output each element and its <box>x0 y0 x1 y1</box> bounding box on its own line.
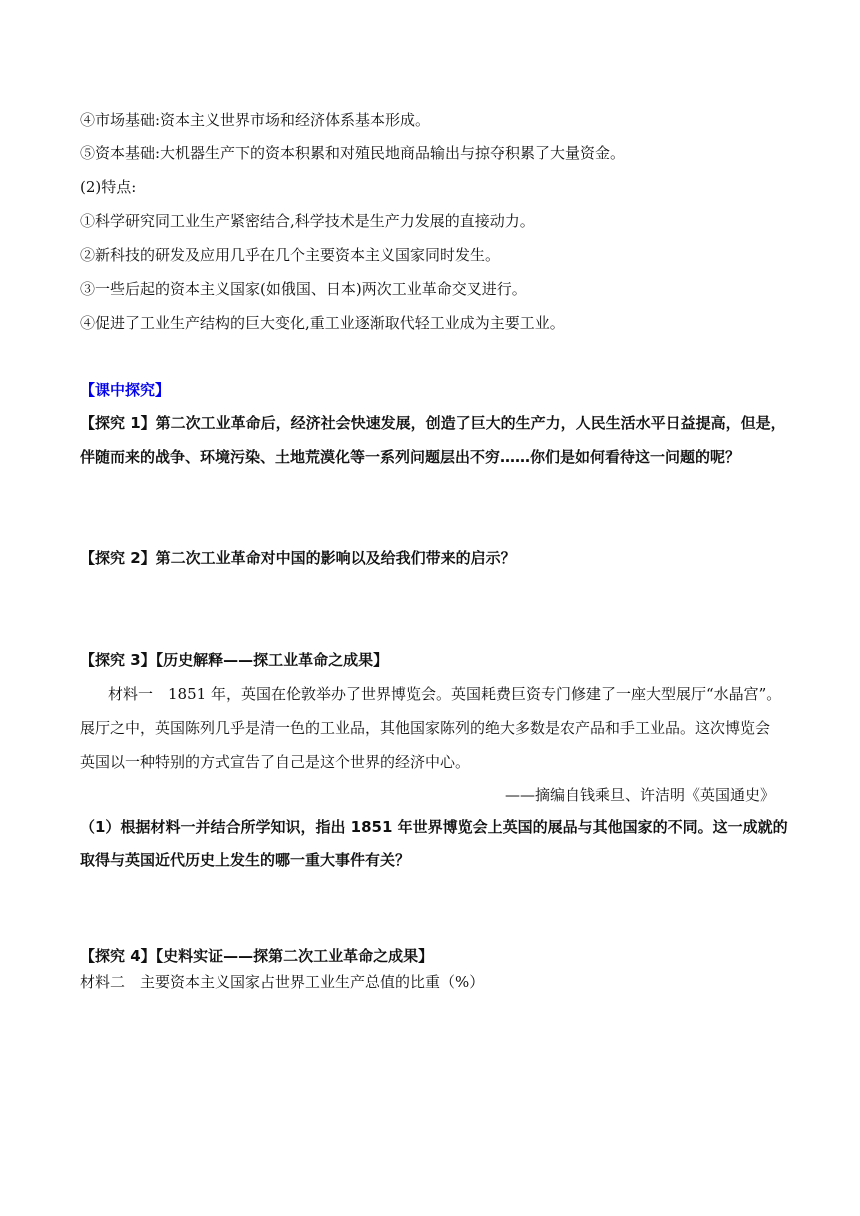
question-1-line-2: 取得与英国近代历史上发生的哪一重大事件有关？ <box>80 851 411 869</box>
question-1-line-1: （1）根据材料一并结合所学知识，指出 1851 年世界博览会上英国的展品与其他国家的不同。这一成就的 <box>80 818 788 836</box>
feature-item-2: ②新科技的研发及应用几乎在几个主要资本主义国家同时发生。 <box>80 246 501 264</box>
inquiry-3-title: 【探究 3】【历史解释——探工业革命之成果】 <box>80 651 389 669</box>
inquiry-2: 【探究 2】第二次工业革命对中国的影响以及给我们带来的启示？ <box>80 549 516 567</box>
material-1-source: ——摘编自钱乘旦、许洁明《英国通史》 <box>504 786 775 804</box>
feature-item-4: ④促进了工业生产结构的巨大变化,重工业逐渐取代轻工业成为主要工业。 <box>80 314 565 332</box>
inquiry-4-title: 【探究 4】【史料实证——探第二次工业革命之成果】 <box>80 947 434 965</box>
feature-item-1: ①科学研究同工业生产紧密结合,科学技术是生产力发展的直接动力。 <box>80 212 535 230</box>
condition-item-4: ④市场基础:资本主义世界市场和经济体系基本形成。 <box>80 111 431 129</box>
material-1-line-1: 材料一 1851 年，英国在伦敦举办了世界博览会。英国耗费巨资专门修建了一座大型展厅“水晶宫”。 <box>108 685 782 703</box>
feature-item-3: ③一些后起的资本主义国家(如俄国、日本)两次工业革命交叉进行。 <box>80 280 527 298</box>
material-2-caption: 材料二 主要资本主义国家占世界工业生产总值的比重（%） <box>80 973 485 991</box>
material-1-line-2: 展厅之中，英国陈列几乎是清一色的工业品，其他国家陈列的绝大多数是农产品和手工业品。这次博览会 <box>80 719 771 737</box>
inquiry-1-line-2: 伴随而来的战争、环境污染、土地荒漠化等一系列问题层出不穷……你们是如何看待这一问题的呢？ <box>80 448 741 466</box>
inquiry-1-line-1: 【探究 1】第二次工业革命后，经济社会快速发展，创造了巨大的生产力，人民生活水平日益提高，但是， <box>80 414 786 432</box>
features-heading: (2)特点: <box>80 178 137 196</box>
condition-item-5: ⑤资本基础:大机器生产下的资本积累和对殖民地商品输出与掠夺积累了大量资金。 <box>80 144 626 162</box>
section-title: 【课中探究】 <box>80 381 171 399</box>
material-1-line-3: 英国以一种特别的方式宣告了自己是这个世界的经济中心。 <box>80 753 471 771</box>
